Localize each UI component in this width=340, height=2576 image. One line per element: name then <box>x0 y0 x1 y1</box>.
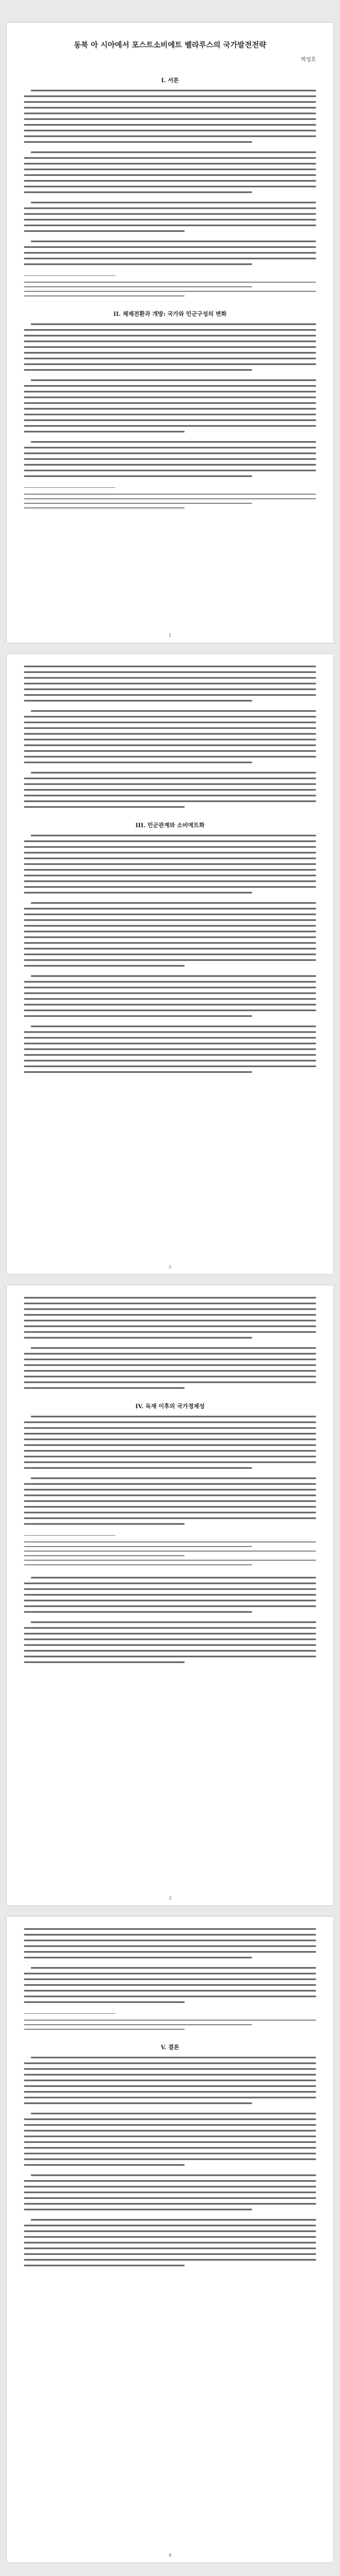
footnote-separator <box>24 2013 115 2014</box>
paper-page-3 <box>7 1285 333 1905</box>
body-text-block <box>24 1928 316 2003</box>
body-text-block <box>24 666 316 808</box>
footnote-separator <box>24 275 115 276</box>
footnotes <box>24 282 316 297</box>
section-heading-intro: I. 서론 <box>161 78 179 84</box>
section-heading-3: III. 민군관계와 소비에트화 <box>135 823 205 829</box>
footnote-separator <box>24 487 115 488</box>
body-text-block <box>24 835 316 1073</box>
footnotes <box>24 2020 316 2030</box>
body-text-block <box>24 2057 316 2266</box>
page-number: 1 <box>168 633 172 638</box>
paper-page-4 <box>7 1917 333 2562</box>
author-name: 박성호 <box>301 57 316 63</box>
body-text-block <box>24 90 316 265</box>
body-text-block <box>24 1297 316 1389</box>
section-heading-5: V. 결론 <box>161 2045 179 2051</box>
page-number: 2 <box>168 1264 172 1269</box>
paper-page-1 <box>7 23 333 643</box>
section-heading-2: II. 체제전환과 개방: 국가와 민군구성의 변화 <box>113 311 227 318</box>
footnote-separator <box>24 1535 115 1536</box>
footnotes <box>24 494 316 508</box>
page-number: 3 <box>168 1896 172 1901</box>
paper-page-2 <box>7 654 333 1274</box>
body-text-block <box>24 323 316 477</box>
body-text-block <box>24 1577 316 1663</box>
section-heading-4: IV. 독재 이후의 국가경제성 <box>135 1404 205 1410</box>
page-number: 4 <box>168 2553 172 2558</box>
paper-title: 동북 아 시아에서 포스트소비에트 벨라루스의 국가발전전략 <box>74 41 266 50</box>
footnotes <box>24 1541 316 1565</box>
body-text-block <box>24 1416 316 1525</box>
